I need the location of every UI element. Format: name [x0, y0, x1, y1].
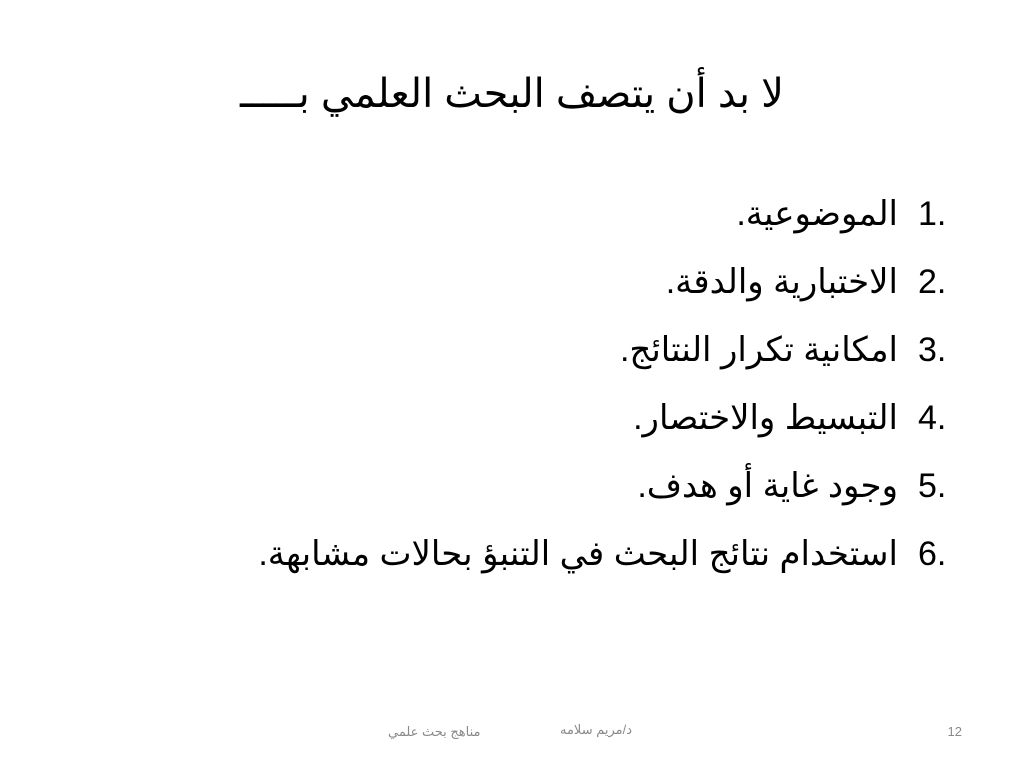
list-item-number: 4. [918, 399, 947, 437]
bullet-list [202, 180, 962, 588]
list-item-number: 1. [918, 195, 947, 233]
list-item-number: 5. [918, 467, 947, 505]
list-item-text: امكانية تكرار النتائج. [619, 331, 898, 369]
list-item-number: 2. [918, 263, 947, 301]
list-item-number: 6. [918, 535, 947, 573]
list-item [202, 180, 962, 248]
list-item-text: الاختبارية والدقة. [665, 263, 898, 301]
list-item [202, 452, 962, 520]
list-item-number: 3. [918, 331, 947, 369]
footer-course-name: مناهج بحث علمي [388, 724, 481, 739]
list-item-text: الموضوعية. [736, 195, 898, 233]
slide-title: لا بد أن يتصف البحث العلمي بـــــ [240, 72, 784, 116]
list-item-text: استخدام نتائج البحث في التنبؤ بحالات مشابهة. [258, 535, 898, 573]
list-item [202, 248, 962, 316]
list-item [202, 384, 962, 452]
list-item [202, 316, 962, 384]
list-item [202, 520, 962, 588]
list-item-text: وجود غاية أو هدف. [637, 467, 898, 505]
footer-author: د/مريم سلامه [560, 722, 633, 737]
footer-page-number: 12 [947, 724, 962, 739]
list-item-text: التبسيط والاختصار. [633, 399, 898, 437]
